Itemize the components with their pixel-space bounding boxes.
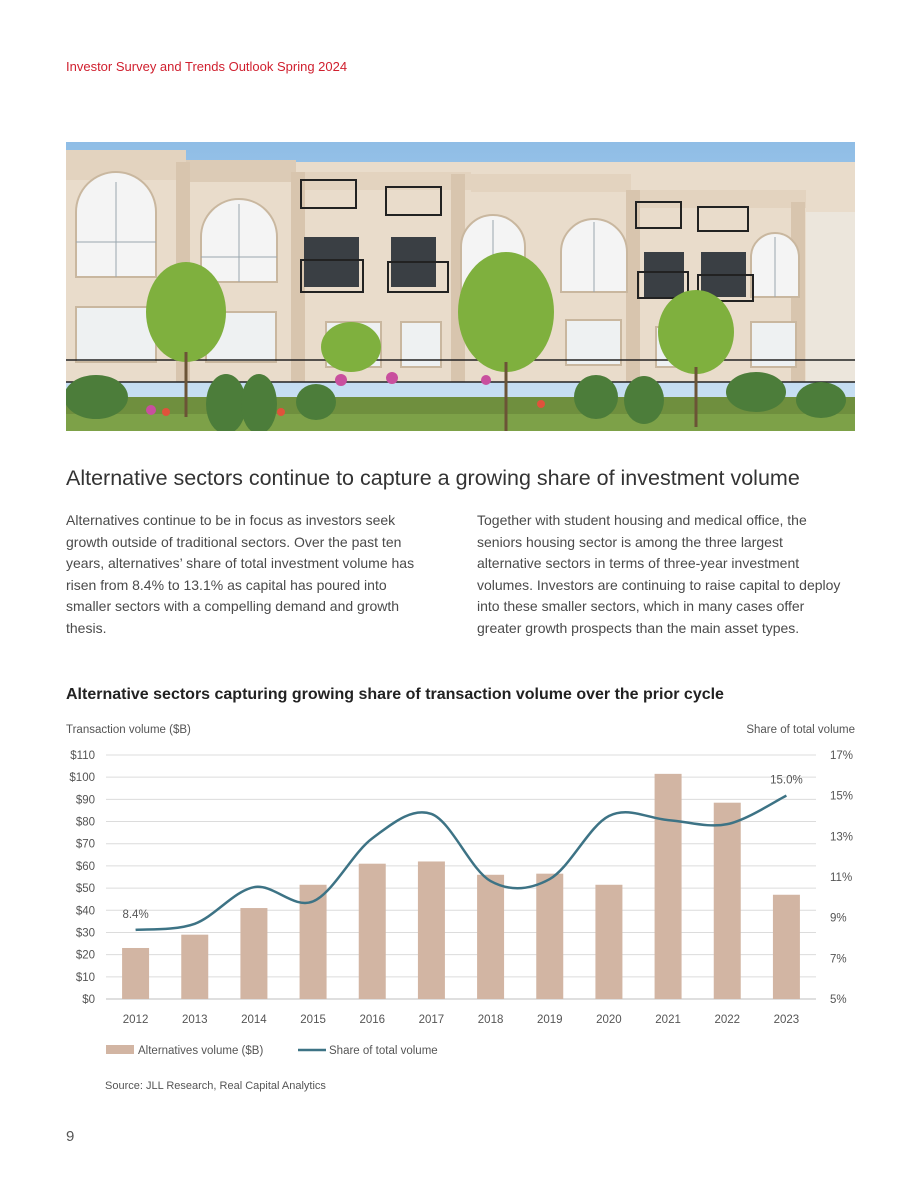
x-tick-label: 2014: [241, 1014, 267, 1026]
x-tick-label: 2022: [714, 1014, 741, 1026]
section-title: Alternative sectors continue to capture a growing share of investment volume: [66, 466, 800, 490]
data-label: 8.4%: [122, 908, 149, 921]
bar: [122, 948, 149, 999]
x-tick-label: 2020: [596, 1014, 622, 1026]
x-tick-label: 2021: [655, 1014, 681, 1026]
y-tick-label: $30: [75, 927, 95, 940]
x-tick-label: 2016: [359, 1014, 386, 1026]
y-tick-label: $20: [75, 949, 95, 962]
y-tick-label: $10: [75, 971, 95, 984]
bar: [595, 885, 622, 999]
legend-label-line: Share of total volume: [329, 1045, 438, 1057]
legend-label-bar: Alternatives volume ($B): [138, 1045, 264, 1057]
townhouse-illustration: [66, 142, 855, 431]
x-tick-label: 2023: [773, 1014, 800, 1026]
bar: [714, 803, 741, 999]
x-tick-label: 2012: [122, 1014, 149, 1026]
y-tick-label: $50: [75, 883, 95, 896]
y-tick-label: $100: [69, 772, 95, 785]
x-tick-label: 2013: [181, 1014, 208, 1026]
y2-tick-label: 13%: [830, 831, 854, 844]
bar: [418, 861, 445, 999]
y2-tick-label: 17%: [830, 750, 854, 762]
share-line: [136, 796, 787, 930]
running-title: Investor Survey and Trends Outlook Spring 2024: [66, 59, 348, 74]
y2-tick-label: 5%: [830, 994, 847, 1006]
bar: [359, 864, 386, 999]
y2-tick-label: 7%: [830, 953, 847, 966]
page-number: 9: [66, 1128, 75, 1145]
bar: [477, 875, 504, 999]
source-note: Source: JLL Research, Real Capital Analytics: [105, 1080, 326, 1092]
y-tick-label: $70: [75, 838, 95, 851]
y-tick-label: $80: [75, 816, 95, 829]
paragraph-left: Alternatives continue to be in focus as investors seek growth outside of traditional sectors. Over the past ten years, alternatives’ share of total investment volume has risen from 8.4% to 13.1% as capital has poured into smaller sectors with a compelling demand and growth thesis.: [66, 512, 415, 636]
townhouse-photo: [66, 142, 855, 431]
y2-tick-label: 11%: [830, 872, 853, 884]
x-tick-label: 2019: [536, 1014, 563, 1026]
data-label: 15.0%: [770, 774, 803, 787]
y-axis-label: Transaction volume ($B): [66, 724, 191, 736]
bar: [773, 895, 800, 999]
y-tick-label: $90: [75, 794, 95, 807]
y-tick-label: $40: [75, 905, 95, 918]
legend-swatch-bar: [106, 1045, 134, 1054]
chart-svg: [0, 715, 920, 1075]
y-tick-label: $110: [70, 750, 95, 762]
y2-axis-label: Share of total volume: [746, 724, 855, 736]
bar: [536, 874, 563, 999]
transaction-volume-chart: [0, 715, 920, 1075]
y2-tick-label: 9%: [830, 912, 847, 925]
paragraph-right: Together with student housing and medical office, the seniors housing sector is among the three largest alternative sectors in terms of three-year investment volumes. Investors are continuing to raise capital to deploy into these smaller sectors, which in many cases offer greater growth prospects than the main asset types.: [477, 512, 841, 636]
bar: [181, 935, 208, 999]
x-tick-label: 2017: [418, 1014, 445, 1026]
bar: [240, 908, 267, 999]
y2-tick-label: 15%: [830, 790, 854, 803]
x-tick-label: 2018: [477, 1014, 504, 1026]
bar: [655, 774, 682, 999]
x-tick-label: 2015: [300, 1014, 326, 1026]
y-tick-label: $60: [75, 860, 95, 873]
y-tick-label: $0: [82, 994, 95, 1006]
chart-title: Alternative sectors capturing growing share of transaction volume over the prior cycle: [66, 686, 724, 703]
